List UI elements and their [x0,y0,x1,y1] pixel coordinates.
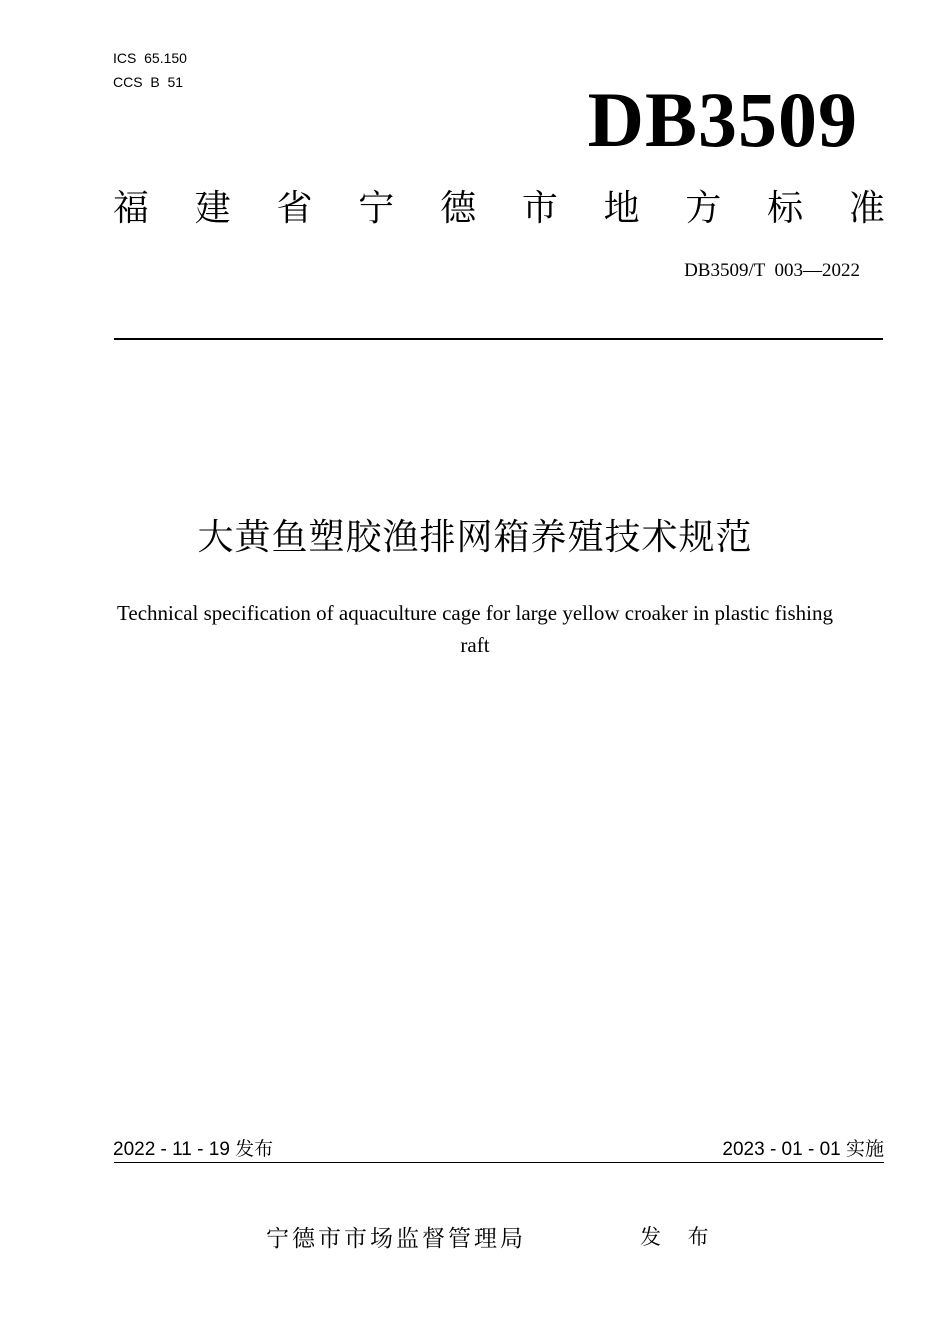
publisher-name: 宁德市市场监督管理局 [266,1226,526,1252]
standard-type-char: 德 [440,188,477,229]
header-divider [114,338,883,340]
standard-type-char: 地 [603,188,640,229]
standard-type-heading [113,186,885,232]
ccs-classification: CCS B 51 [113,74,184,90]
ics-classification: ICS 65.150 [113,50,187,66]
standard-type-char: 市 [521,188,558,229]
standard-type-char: 方 [685,188,722,229]
implementation-date: 2023 - 01 - 01 实施 [722,1139,884,1160]
standard-type-char: 建 [194,188,231,229]
english-title-line-1: Technical specification of aquaculture cage for large yellow croaker in plastic fishing [117,601,833,625]
standard-type-char: 省 [276,188,313,229]
standard-type-char: 福 [113,188,150,229]
standard-code-header: DB3509 [587,76,858,163]
standard-number: DB3509/T 003—2022 [684,260,860,281]
document-title-english [80,597,870,661]
publish-label: 发 布 [640,1225,719,1249]
document-title-chinese: 大黄鱼塑胶渔排网箱养殖技术规范 [197,517,753,558]
standard-type-char: 准 [848,188,885,229]
english-title-line-2: raft [460,633,490,657]
footer-divider [114,1162,884,1163]
standard-type-char: 标 [767,188,804,229]
standard-type-char: 宁 [358,188,395,229]
issue-date: 2022 - 11 - 19 发布 [113,1139,274,1160]
